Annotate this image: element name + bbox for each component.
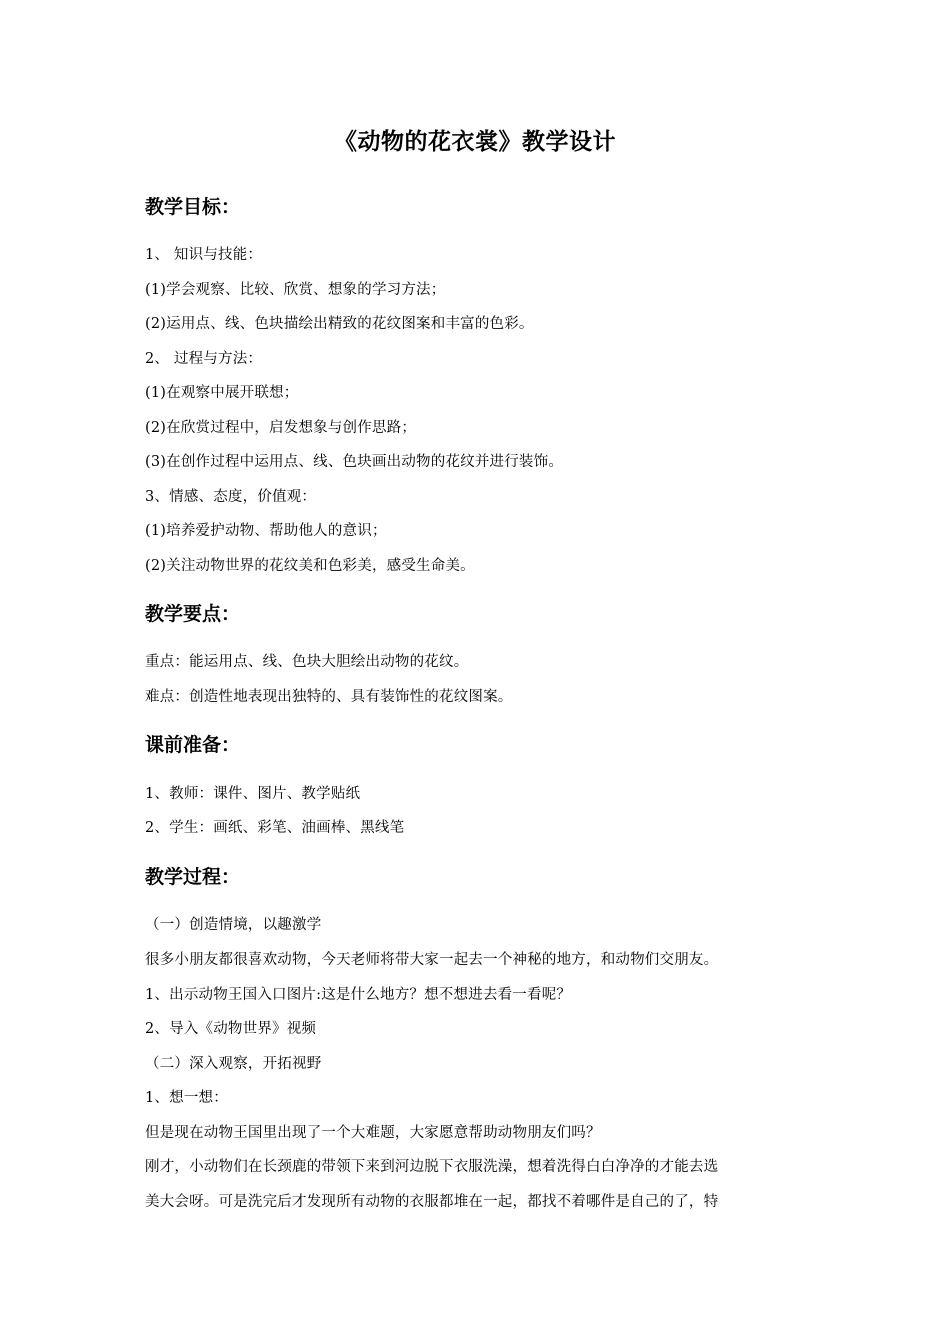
objective-line: 2、 过程与方法： — [145, 351, 263, 367]
process-line: 2、导入《动物世界》视频 — [145, 1021, 317, 1037]
process-line: 美大会呀。可是洗完后才发现所有动物的衣服都堆在一起，都找不着哪件是自己的了，特 — [145, 1194, 719, 1210]
section-heading-key-points: 教学要点： — [145, 603, 241, 625]
process-line: 但是现在动物王国里出现了一个大难题，大家愿意帮助动物朋友们吗？ — [145, 1125, 601, 1141]
process-line: 很多小朋友都很喜欢动物，今天老师将带大家一起去一个神秘的地方，和动物们交朋友。 — [145, 952, 719, 968]
process-line: （二）深入观察，开拓视野 — [145, 1056, 322, 1072]
objective-line: (2)关注动物世界的花纹美和色彩美，感受生命美。 — [145, 558, 475, 574]
objective-line: (3)在创作过程中运用点、线、色块画出动物的花纹并进行装饰。 — [145, 454, 564, 470]
objective-line: 3、情感、态度，价值观： — [145, 489, 317, 505]
key-point-line: 重点：能运用点、线、色块大胆绘出动物的花纹。 — [145, 654, 469, 670]
section-heading-process: 教学过程： — [145, 866, 241, 888]
objective-line: 1、 知识与技能： — [145, 247, 263, 263]
document-title: 《动物的花衣裳》教学设计 — [334, 129, 616, 155]
key-point-line: 难点：创造性地表现出独特的、具有装饰性的花纹图案。 — [145, 689, 513, 705]
objective-line: (1)培养爱护动物、帮助他人的意识； — [145, 523, 387, 539]
preparation-line: 1、教师：课件、图片、教学贴纸 — [145, 786, 361, 802]
process-line: 刚才，小动物们在长颈鹿的带领下来到河边脱下衣服洗澡，想着洗得白白净净的才能去选 — [145, 1159, 719, 1175]
process-line: 1、想一想： — [145, 1090, 228, 1106]
objective-line: (2)在欣赏过程中，启发想象与创作思路； — [145, 420, 417, 436]
objective-line: (1)学会观察、比较、欣赏、想象的学习方法； — [145, 282, 446, 298]
objective-line: (1)在观察中展开联想； — [145, 385, 299, 401]
process-line: （一）创造情境，以趣激学 — [145, 917, 322, 933]
preparation-line: 2、学生：画纸、彩笔、油画棒、黑线笔 — [145, 820, 405, 836]
process-line: 1、出示动物王国入口图片:这是什么地方？想不想进去看一看呢？ — [145, 987, 572, 1003]
section-heading-preparation: 课前准备： — [145, 734, 241, 756]
objective-line: (2)运用点、线、色块描绘出精致的花纹图案和丰富的色彩。 — [145, 316, 534, 332]
section-heading-objectives: 教学目标： — [145, 196, 241, 218]
